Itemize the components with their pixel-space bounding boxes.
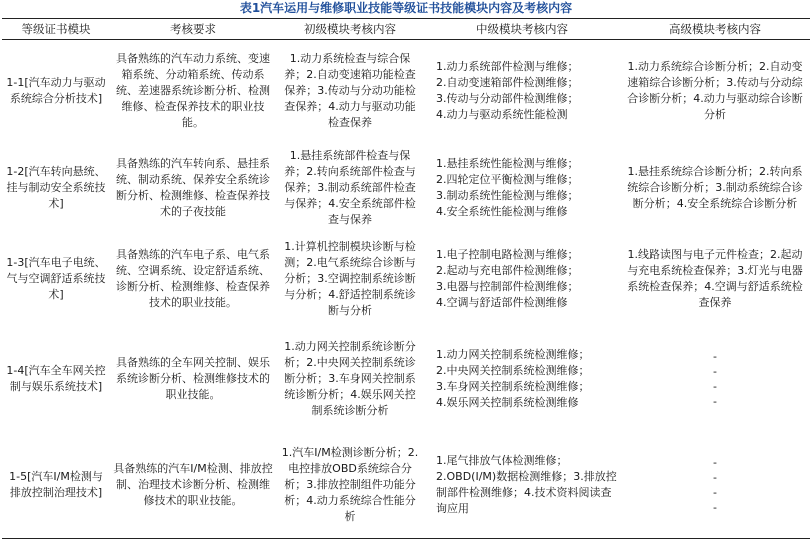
advanced-cell xyxy=(620,433,810,539)
header-module: 等级证书模块 xyxy=(2,19,110,40)
dash-mark: - xyxy=(713,471,717,485)
middle-item: 3.电器与控制部件检测维修； xyxy=(436,280,579,293)
module-cell: 1-4[汽车全车网关控制与娱乐系统技术] xyxy=(6,363,106,393)
header-requirement: 考核要求 xyxy=(110,19,276,40)
basic-cell: 1.汽车I/M检测诊断分析；2.电控排放OBD系统综合分析；3.排放控制组件功能分析；4.动力系统综合性能分析 xyxy=(276,433,424,539)
table-caption: 表1汽车运用与维修职业技能等级证书技能模块内容及考核内容 xyxy=(239,1,573,15)
module-cell: 1-1[汽车动力与驱动系统综合分析技术] xyxy=(6,75,106,105)
basic-cell: 1.动力网关控制系统诊断分析；2.中央网关控制系统诊断分析；3.车身网关控制系统诊断分析；4.娱乐网关控制系统诊断分析 xyxy=(284,339,416,417)
requirement-cell: 具备熟练的汽车I/M检测、排放控制、治理技术诊断分析、检测维修技术的职业技能。 xyxy=(110,433,276,539)
module-cell: 1-5[汽车I/M检测与排放控制治理技术] xyxy=(2,433,110,539)
header-row xyxy=(2,19,810,40)
middle-cell xyxy=(424,234,620,325)
middle-cell xyxy=(424,325,620,433)
module-cell: 1-2[汽车转向悬统、挂与制动安全系统技术] xyxy=(6,164,106,210)
requirement-cell: 具备熟练的汽车电子系、电气系统、空调系统、设定舒适系统、诊断分析、检测维修、检查保养技术的职业技能。 xyxy=(116,248,270,309)
table-row xyxy=(2,433,810,539)
middle-item: 3.制动系统性能检测与维修； xyxy=(436,188,579,202)
table-row xyxy=(2,234,810,325)
dash-mark: - xyxy=(713,456,717,470)
middle-item: 3.车身网关控制系统检测维修； xyxy=(436,379,590,393)
basic-cell: 1.动力系统检查与综合保养；2.自动变速箱功能检查保养；3.传动与分动功能检查保养；4.动力与驱动功能检查保养 xyxy=(284,51,416,129)
advanced-cell: 1.悬挂系统综合诊断分析；2.转向系统综合诊断分析；3.制动系统综合诊断分析；4.安全系统综合诊断分析 xyxy=(627,164,803,210)
table-row xyxy=(2,142,810,234)
middle-item: 2.自动变速箱部件检测维修； xyxy=(436,75,579,89)
dash-mark: - xyxy=(713,501,717,515)
middle-item: 1.动力系统部件检测与维修； xyxy=(436,59,579,73)
middle-item: 1.动力网关控制系统检测维修； xyxy=(436,347,590,361)
module-cell: 1-3[汽车电子电统、气与空调舒适系统技术] xyxy=(6,256,106,301)
header-advanced: 高级模块考核内容 xyxy=(620,19,810,40)
skills-table xyxy=(2,18,810,539)
middle-item: 4.娱乐网关控制系统检测维修 xyxy=(436,395,579,409)
requirement-cell: 具备熟练的汽车转向系、悬挂系统、制动系统、保养安全系统诊断分析、检测维修、检查保养技术的子夜技能 xyxy=(116,156,270,218)
middle-item: 1.电子控制电路检测与维修； xyxy=(436,248,579,261)
dash-mark: - xyxy=(713,364,717,378)
dash-mark: - xyxy=(713,349,717,363)
middle-item: 2.中央网关控制系统检测维修； xyxy=(436,363,590,377)
middle-cell xyxy=(424,40,620,142)
table-row xyxy=(2,40,810,142)
middle-item: 2.OBD(I/M)数据检测维修；3.排放控制部件检测维修；4.技术资料阅读查询应用 xyxy=(436,470,617,516)
middle-item: 4.空调与舒适部件检测维修 xyxy=(436,296,568,309)
header-middle: 中级模块考核内容 xyxy=(424,19,620,40)
header-basic: 初级模块考核内容 xyxy=(276,19,424,40)
basic-cell: 1.悬挂系统部件检查与保养；2.转向系统部件检查与保养；3.制动系统部件检查与保养；4.安全系统部件检查与保养 xyxy=(284,148,416,226)
advanced-cell: 1.线路读图与电子元件检查；2.起动与充电系统检查保养；3.灯光与电器系统检查保养；4.空调与舒适系统检查保养 xyxy=(627,248,803,309)
middle-item: 2.四轮定位平衡检测与维修； xyxy=(436,172,579,186)
middle-item: 2.起动与充电部件检测维修； xyxy=(436,264,579,277)
requirement-cell: 具备熟练的汽车动力系统、变速箱系统、分动箱系统、传动系统、差速器系统诊断分析、检测维修、检查保养技术的职业技能。 xyxy=(116,51,270,129)
middle-item: 4.安全系统性能检测与维修 xyxy=(436,204,568,218)
basic-cell: 1.计算机控制模块诊断与检测；2.电气系统综合诊断与分析；3.空调控制系统诊断与分析；4.舒适控制系统诊断与分析 xyxy=(284,240,416,317)
advanced-cell xyxy=(620,325,810,433)
middle-item: 1.尾气排放气体检测维修； xyxy=(436,454,568,468)
dash-mark: - xyxy=(713,379,717,393)
middle-item: 3.传动与分动部件检测维修； xyxy=(436,91,579,105)
middle-cell xyxy=(424,142,620,234)
dash-mark: - xyxy=(713,394,717,408)
middle-cell xyxy=(424,433,620,539)
table-row xyxy=(2,325,810,433)
requirement-cell: 具备熟练的全车网关控制、娱乐系统诊断分析、检测维修技术的职业技能。 xyxy=(116,355,270,401)
advanced-cell: 1.动力系统综合诊断分析；2.自动变速箱综合诊断分析；3.传动与分动综合诊断分析；4.动力与驱动综合诊断分析 xyxy=(627,59,803,121)
middle-item: 1.悬挂系统性能检测与维修； xyxy=(436,156,579,170)
dash-mark: - xyxy=(713,486,717,500)
middle-item: 4.动力与驱动系统性能检测 xyxy=(436,107,568,121)
